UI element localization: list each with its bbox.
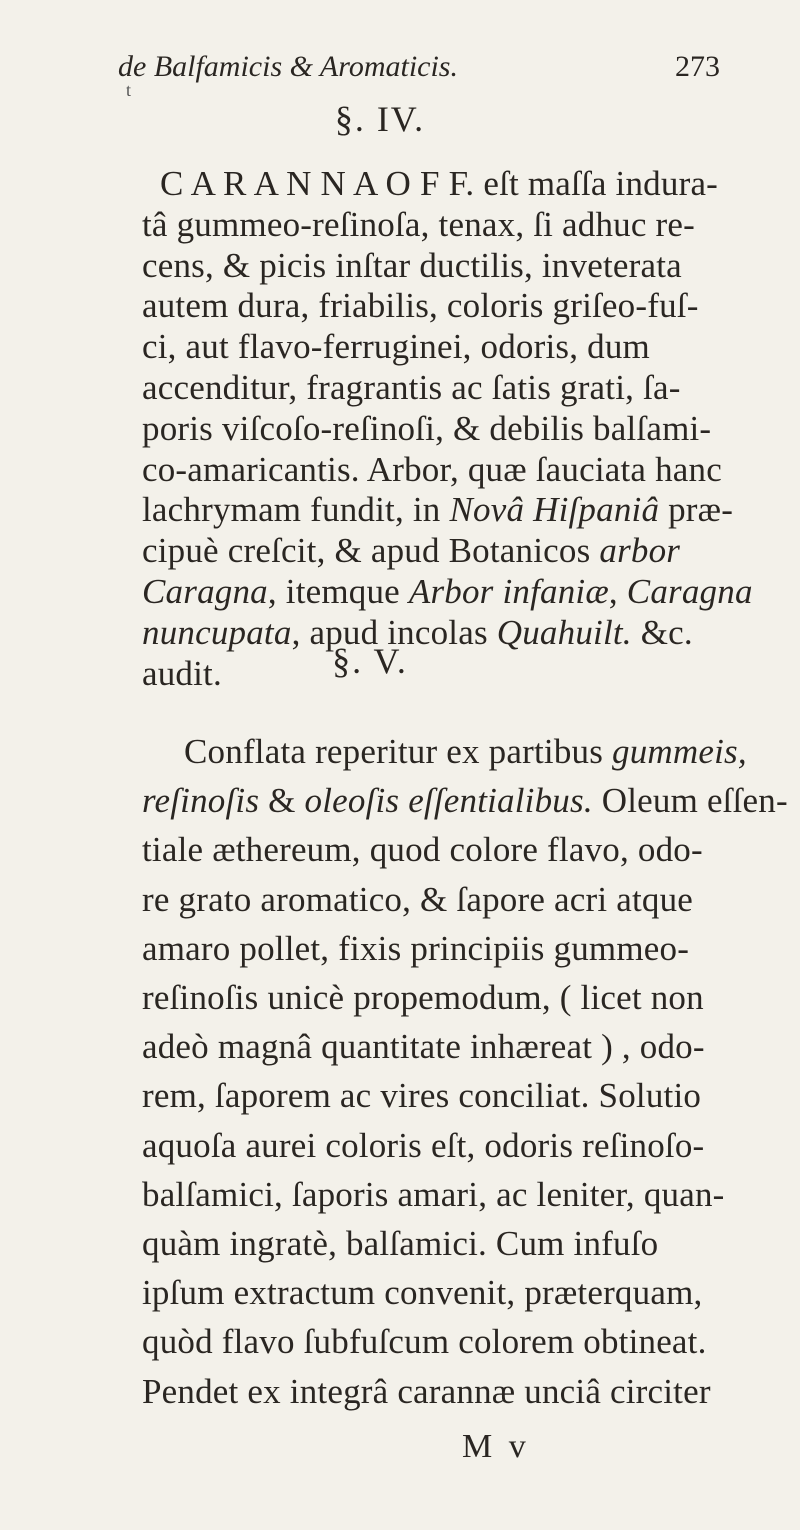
text-segment: præ-	[659, 490, 734, 530]
text-line	[142, 781, 788, 821]
text-line	[142, 205, 695, 245]
text-segment: ci, aut flavo-ferruginei, odoris, dum	[142, 327, 650, 367]
text-segment: &c.	[631, 612, 693, 652]
italic-segment: arbor	[599, 531, 681, 571]
text-segment: accenditur, fragrantis ac ſatis grati, ſa-	[142, 368, 681, 407]
section-heading-iv: §. IV.	[334, 99, 426, 139]
text-segment: quòd flavo ſubfuſcum colorem obtineat.	[142, 1322, 707, 1362]
text-segment: re grato aromatico, & ſapore acri atque	[142, 879, 694, 919]
text-segment: co-amaricantis. Arbor, quæ ſauciata hanc	[142, 449, 722, 489]
text-segment: , apud incolas	[291, 612, 497, 652]
page-number: 273	[675, 50, 720, 83]
text-segment: Oleum eſſen-	[592, 781, 788, 821]
running-title: de Balfamicis & Aromaticis.	[118, 50, 458, 83]
text-segment: audit.	[142, 653, 222, 693]
italic-segment: Caragna	[626, 572, 753, 611]
text-line	[142, 572, 753, 612]
text-segment: reſinoſis unicè propemodum, ( licet non	[142, 978, 704, 1017]
text-segment: , itemque	[267, 572, 409, 611]
text-line	[142, 1224, 658, 1264]
text-line	[142, 830, 703, 870]
text-segment: Conflata reperitur ex partibus	[184, 732, 612, 771]
text-segment: quàm ingratè, balſamici. Cum infuſo	[142, 1224, 659, 1263]
italic-segment: Caragna	[142, 572, 268, 611]
italic-segment: Quahuilt.	[496, 612, 632, 652]
text-segment: poris viſcoſo-reſinoſi, & debilis balſami-	[142, 408, 712, 448]
text-segment: rem, ſaporem ac vires conciliat. Solutio	[142, 1076, 702, 1116]
text-line	[142, 1273, 702, 1313]
signature-mark: M v	[462, 1428, 530, 1465]
text-segment: ,	[608, 572, 627, 611]
italic-segment: reſinoſis	[142, 781, 260, 821]
text-segment: cipuè creſcit, & apud Botanicos	[142, 531, 600, 571]
text-segment: Pendet ex integrâ carannæ unciâ circiter	[142, 1371, 711, 1411]
text-segment: &	[259, 781, 305, 821]
text-line	[142, 1027, 705, 1067]
text-line	[142, 978, 704, 1018]
text-line	[142, 929, 689, 969]
text-line	[142, 450, 722, 490]
text-line	[142, 1175, 725, 1215]
text-line	[142, 880, 693, 920]
text-segment: cens, & picis inſtar ductilis, inveterata	[142, 245, 682, 285]
text-segment: lachrymam fundit, in	[142, 490, 450, 530]
text-line	[142, 327, 650, 367]
text-line	[142, 490, 733, 530]
text-line	[142, 531, 680, 571]
text-line	[160, 164, 718, 204]
text-segment: balſamici, ſaporis amari, ac leniter, quan-	[142, 1174, 725, 1214]
italic-segment: gummeis,	[612, 732, 747, 771]
text-line	[142, 1076, 701, 1116]
text-segment: adeò magnâ quantitate inhæreat ) , odo-	[142, 1027, 705, 1067]
margin-mark: t	[126, 80, 132, 100]
running-header	[118, 40, 728, 100]
italic-segment: oleoſis eſſentialibus.	[304, 781, 593, 821]
text-segment: tâ gummeo-reſinoſa, tenax, ſi adhuc re-	[142, 204, 696, 244]
text-segment: aquoſa aurei coloris eſt, odoris reſinoſo-	[142, 1125, 705, 1165]
text-segment: ipſum extractum convenit, præterquam,	[142, 1273, 703, 1313]
text-segment: autem dura, friabilis, coloris griſeo-fuſ-	[142, 286, 699, 326]
italic-segment: Arbor infaniæ	[408, 572, 609, 611]
text-line	[184, 732, 747, 772]
italic-segment: nuncupata	[142, 612, 292, 652]
text-segment: tiale æthereum, quod colore flavo, odo-	[142, 830, 703, 870]
text-line	[142, 1322, 707, 1362]
text-segment: C A R A N N A O F F. eſt maſſa indura-	[160, 164, 719, 203]
text-line	[142, 1126, 704, 1166]
section-heading-v: §. V.	[332, 641, 408, 681]
text-line	[142, 246, 682, 286]
text-line	[142, 286, 699, 326]
italic-segment: Novâ Hiſpaniâ	[449, 490, 660, 530]
text-segment: amaro pollet, fixis principiis gummeo-	[142, 928, 690, 968]
text-line	[142, 368, 681, 408]
text-line	[142, 1372, 711, 1412]
text-line	[142, 409, 711, 449]
